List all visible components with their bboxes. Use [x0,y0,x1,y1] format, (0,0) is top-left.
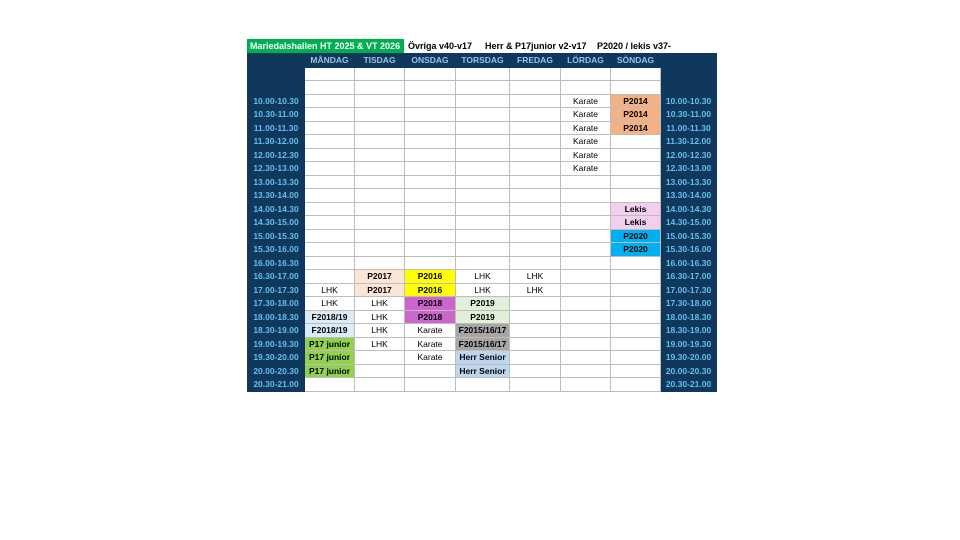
schedule-cell[interactable]: Herr Senior [456,364,510,378]
schedule-cell[interactable] [456,256,510,270]
schedule-cell[interactable] [510,378,561,392]
season-note-p2020: P2020 / lekis v37- [597,41,672,51]
table-row [248,67,717,81]
schedule-cell[interactable]: Karate [561,148,611,162]
day-header-4: FREDAG [510,54,561,68]
schedule-cell[interactable]: LHK [305,297,355,311]
schedule-cell[interactable]: P2019 [456,297,510,311]
schedule-cell[interactable]: F2018/19 [305,324,355,338]
schedule-cell[interactable] [456,67,510,81]
schedule-cell[interactable]: LHK [510,270,561,284]
time-label-right: 14.00-14.30 [661,202,717,216]
schedule-cell[interactable] [305,67,355,81]
schedule-cell[interactable] [405,162,456,176]
schedule-cell[interactable] [355,256,405,270]
time-label-left: 18.30-19.00 [248,324,305,338]
schedule-cell[interactable] [305,216,355,230]
schedule-cell[interactable] [305,108,355,122]
table-row [248,324,717,338]
schedule-cell[interactable] [355,202,405,216]
time-label-left: 11.00-11.30 [248,121,305,135]
schedule-cell[interactable] [305,81,355,95]
schedule-cell[interactable]: F2015/16/17 [456,337,510,351]
schedule-cell[interactable]: Karate [405,337,456,351]
time-label-left: 10.30-11.00 [248,108,305,122]
corner-cell [661,54,717,68]
table-row [248,270,717,284]
schedule-cell[interactable]: P2017 [355,283,405,297]
time-label-right: 15.30-16.00 [661,243,717,257]
schedule-cell[interactable] [305,175,355,189]
schedule-cell[interactable] [456,229,510,243]
schedule-cell[interactable] [456,94,510,108]
schedule-cell[interactable]: Karate [561,135,611,149]
schedule-cell[interactable] [456,148,510,162]
schedule-cell[interactable] [611,297,661,311]
time-label-left: 16.30-17.00 [248,270,305,284]
day-header-0: MÅNDAG [305,54,355,68]
table-row [248,189,717,203]
time-label-right: 20.00-20.30 [661,364,717,378]
time-label-right [661,67,717,81]
schedule-cell[interactable]: LHK [355,297,405,311]
schedule-cell[interactable] [510,364,561,378]
schedule-cell[interactable] [611,148,661,162]
schedule-cell[interactable] [510,67,561,81]
time-label-right: 13.00-13.30 [661,175,717,189]
schedule-cell[interactable] [305,148,355,162]
schedule-cell[interactable] [305,135,355,149]
time-label-right: 18.30-19.00 [661,324,717,338]
schedule-cell[interactable] [561,202,611,216]
schedule-cell[interactable] [510,297,561,311]
time-label-right: 12.00-12.30 [661,148,717,162]
schedule-cell[interactable] [355,67,405,81]
time-label-right: 16.30-17.00 [661,270,717,284]
schedule-cell[interactable] [355,162,405,176]
schedule-cell[interactable] [456,81,510,95]
schedule-cell[interactable] [611,324,661,338]
table-row [248,351,717,365]
time-label-left: 11.30-12.00 [248,135,305,149]
time-label-right: 11.00-11.30 [661,121,717,135]
schedule-cell[interactable] [355,94,405,108]
schedule-cell[interactable] [305,256,355,270]
schedule-cell[interactable] [405,202,456,216]
schedule-cell[interactable]: Herr Senior [456,351,510,365]
schedule-cell[interactable] [456,162,510,176]
time-label-right [661,81,717,95]
schedule-cell[interactable] [456,175,510,189]
day-header-3: TORSDAG [456,54,510,68]
schedule-cell[interactable]: Karate [561,94,611,108]
table-row [248,337,717,351]
schedule-cell[interactable]: LHK [305,283,355,297]
schedule-cell[interactable] [611,270,661,284]
time-label-left: 17.00-17.30 [248,283,305,297]
schedule-cell[interactable] [305,270,355,284]
table-row [248,256,717,270]
time-label-right: 17.30-18.00 [661,297,717,311]
time-label-right: 15.00-15.30 [661,229,717,243]
time-label-left: 12.30-13.00 [248,162,305,176]
time-label-right: 10.00-10.30 [661,94,717,108]
schedule-cell[interactable] [305,229,355,243]
schedule-cell[interactable] [405,189,456,203]
schedule-cell[interactable] [561,324,611,338]
schedule-cell[interactable] [305,378,355,392]
schedule-cell[interactable] [611,256,661,270]
schedule-cell[interactable] [510,310,561,324]
sheet-header [247,39,717,53]
schedule-cell[interactable] [611,162,661,176]
table-row [248,81,717,95]
schedule-cell[interactable] [611,283,661,297]
schedule-cell[interactable] [456,216,510,230]
schedule-cell[interactable]: F2018/19 [305,310,355,324]
schedule-cell[interactable] [510,135,561,149]
schedule-cell[interactable] [510,121,561,135]
schedule-cell[interactable] [611,81,661,95]
schedule-cell[interactable] [405,121,456,135]
schedule-cell[interactable]: P2016 [405,283,456,297]
schedule-cell[interactable] [611,175,661,189]
schedule-cell[interactable] [611,135,661,149]
schedule-cell[interactable] [561,283,611,297]
corner-cell [248,54,305,68]
schedule-cell[interactable] [510,337,561,351]
time-label-left: 15.00-15.30 [248,229,305,243]
schedule-cell[interactable] [405,378,456,392]
schedule-cell[interactable] [355,216,405,230]
schedule-cell[interactable]: Lekis [611,202,661,216]
schedule-cell[interactable] [355,121,405,135]
season-note-herr: Herr & P17junior v2-v17 [485,41,587,51]
time-label-left: 19.00-19.30 [248,337,305,351]
schedule-cell[interactable] [561,67,611,81]
schedule-cell[interactable]: P2018 [405,297,456,311]
schedule-cell[interactable] [305,121,355,135]
schedule-cell[interactable]: LHK [355,324,405,338]
schedule-cell[interactable]: LHK [510,283,561,297]
schedule-cell[interactable] [611,364,661,378]
schedule-cell[interactable] [355,148,405,162]
schedule-cell[interactable] [611,189,661,203]
schedule-cell[interactable]: P2020 [611,243,661,257]
time-label-right: 16.00-16.30 [661,256,717,270]
time-label-right: 13.30-14.00 [661,189,717,203]
schedule-cell[interactable]: Lekis [611,216,661,230]
schedule-cell[interactable]: P2019 [456,310,510,324]
schedule-cell[interactable] [561,229,611,243]
schedule-cell[interactable]: P2014 [611,121,661,135]
schedule-cell[interactable]: Karate [561,121,611,135]
schedule-cell[interactable] [355,135,405,149]
day-header-row [248,54,717,68]
schedule-cell[interactable] [510,243,561,257]
schedule-cell[interactable]: P17 junior [305,351,355,365]
schedule-cell[interactable] [510,148,561,162]
schedule-cell[interactable] [405,94,456,108]
schedule-cell[interactable] [355,108,405,122]
schedule-cell[interactable]: Karate [561,108,611,122]
schedule-cell[interactable] [305,202,355,216]
table-row [248,310,717,324]
schedule-cell[interactable]: F2015/16/17 [456,324,510,338]
table-row [248,378,717,392]
time-label-right: 12.30-13.00 [661,162,717,176]
schedule-cell[interactable]: LHK [355,337,405,351]
schedule-cell[interactable] [510,94,561,108]
table-row [248,364,717,378]
schedule-cell[interactable] [456,189,510,203]
time-label-right: 11.30-12.00 [661,135,717,149]
table-row [248,175,717,189]
time-label-left: 17.30-18.00 [248,297,305,311]
schedule-cell[interactable]: Karate [405,324,456,338]
schedule-cell[interactable] [355,378,405,392]
schedule-cell[interactable] [405,108,456,122]
schedule-cell[interactable]: P17 junior [305,337,355,351]
schedule-cell[interactable] [355,189,405,203]
schedule-cell[interactable] [405,364,456,378]
schedule-cell[interactable] [510,162,561,176]
schedule-cell[interactable]: P2014 [611,108,661,122]
schedule-cell[interactable] [355,364,405,378]
time-label-left: 20.00-20.30 [248,364,305,378]
schedule-cell[interactable] [456,121,510,135]
table-row [248,148,717,162]
time-label-right: 17.00-17.30 [661,283,717,297]
schedule-cell[interactable] [405,67,456,81]
schedule-cell[interactable] [456,108,510,122]
schedule-cell[interactable] [510,189,561,203]
schedule-cell[interactable] [405,229,456,243]
time-label-left: 10.00-10.30 [248,94,305,108]
table-row [248,297,717,311]
schedule-cell[interactable]: P2020 [611,229,661,243]
schedule-cell[interactable] [510,175,561,189]
time-label-right: 19.00-19.30 [661,337,717,351]
schedule-sheet [247,39,717,392]
schedule-cell[interactable] [611,67,661,81]
table-row [248,108,717,122]
schedule-cell[interactable] [355,351,405,365]
schedule-cell[interactable] [561,81,611,95]
table-row [248,216,717,230]
time-label-right: 19.30-20.00 [661,351,717,365]
time-label-left: 13.30-14.00 [248,189,305,203]
schedule-cell[interactable] [355,243,405,257]
time-label-left [248,67,305,81]
schedule-cell[interactable] [405,148,456,162]
time-label-left: 15.30-16.00 [248,243,305,257]
schedule-cell[interactable]: Karate [405,351,456,365]
schedule-cell[interactable] [561,216,611,230]
time-label-left: 12.00-12.30 [248,148,305,162]
schedule-cell[interactable]: P2017 [355,270,405,284]
table-row [248,121,717,135]
time-label-left: 18.00-18.30 [248,310,305,324]
time-label-right: 14.30-15.00 [661,216,717,230]
schedule-cell[interactable] [561,270,611,284]
schedule-cell[interactable] [611,310,661,324]
schedule-cell[interactable] [611,337,661,351]
time-label-left: 20.30-21.00 [248,378,305,392]
schedule-cell[interactable]: LHK [456,283,510,297]
schedule-cell[interactable] [561,337,611,351]
time-label-left: 14.30-15.00 [248,216,305,230]
schedule-cell[interactable]: P2014 [611,94,661,108]
schedule-cell[interactable] [510,81,561,95]
schedule-cell[interactable] [355,229,405,243]
day-header-2: ONSDAG [405,54,456,68]
schedule-cell[interactable] [561,364,611,378]
schedule-cell[interactable] [611,378,661,392]
table-row [248,162,717,176]
day-header-1: TISDAG [355,54,405,68]
day-header-6: SÖNDAG [611,54,661,68]
schedule-cell[interactable] [405,135,456,149]
schedule-cell[interactable] [510,324,561,338]
schedule-cell[interactable] [561,189,611,203]
schedule-cell[interactable] [510,351,561,365]
schedule-cell[interactable] [305,189,355,203]
schedule-cell[interactable] [510,229,561,243]
schedule-cell[interactable] [405,81,456,95]
time-label-left [248,81,305,95]
table-row [248,283,717,297]
time-label-left: 14.00-14.30 [248,202,305,216]
schedule-cell[interactable] [305,243,355,257]
schedule-cell[interactable] [611,351,661,365]
schedule-cell[interactable] [456,243,510,257]
day-header-5: LÖRDAG [561,54,611,68]
sheet-title: Mariedalshallen HT 2025 & VT 2026 [247,39,404,53]
schedule-cell[interactable] [561,175,611,189]
schedule-cell[interactable] [355,81,405,95]
schedule-cell[interactable]: P2016 [405,270,456,284]
schedule-cell[interactable] [561,243,611,257]
schedule-cell[interactable] [405,243,456,257]
table-row [248,135,717,149]
time-label-right: 20.30-21.00 [661,378,717,392]
schedule-table [247,53,717,392]
schedule-cell[interactable] [305,94,355,108]
schedule-cell[interactable] [405,216,456,230]
schedule-cell[interactable]: P2018 [405,310,456,324]
schedule-cell[interactable] [355,175,405,189]
table-row [248,229,717,243]
schedule-cell[interactable] [456,378,510,392]
time-label-left: 16.00-16.30 [248,256,305,270]
schedule-cell[interactable] [561,378,611,392]
schedule-cell[interactable]: P17 junior [305,364,355,378]
schedule-cell[interactable]: LHK [456,270,510,284]
schedule-cell[interactable] [510,108,561,122]
time-label-right: 18.00-18.30 [661,310,717,324]
schedule-cell[interactable] [456,202,510,216]
schedule-cell[interactable]: Karate [561,162,611,176]
time-label-right: 10.30-11.00 [661,108,717,122]
time-label-left: 13.00-13.30 [248,175,305,189]
schedule-cell[interactable] [510,216,561,230]
schedule-cell[interactable] [561,310,611,324]
schedule-cell[interactable]: LHK [355,310,405,324]
schedule-cell[interactable] [561,351,611,365]
schedule-cell[interactable] [561,297,611,311]
schedule-cell[interactable] [510,202,561,216]
schedule-cell[interactable] [405,256,456,270]
time-label-left: 19.30-20.00 [248,351,305,365]
schedule-cell[interactable] [456,135,510,149]
schedule-cell[interactable] [510,256,561,270]
table-row [248,94,717,108]
schedule-cell[interactable] [405,175,456,189]
table-row [248,243,717,257]
table-row [248,202,717,216]
season-note-ovriga: Övriga v40-v17 [408,41,473,51]
schedule-cell[interactable] [561,256,611,270]
schedule-cell[interactable] [305,162,355,176]
